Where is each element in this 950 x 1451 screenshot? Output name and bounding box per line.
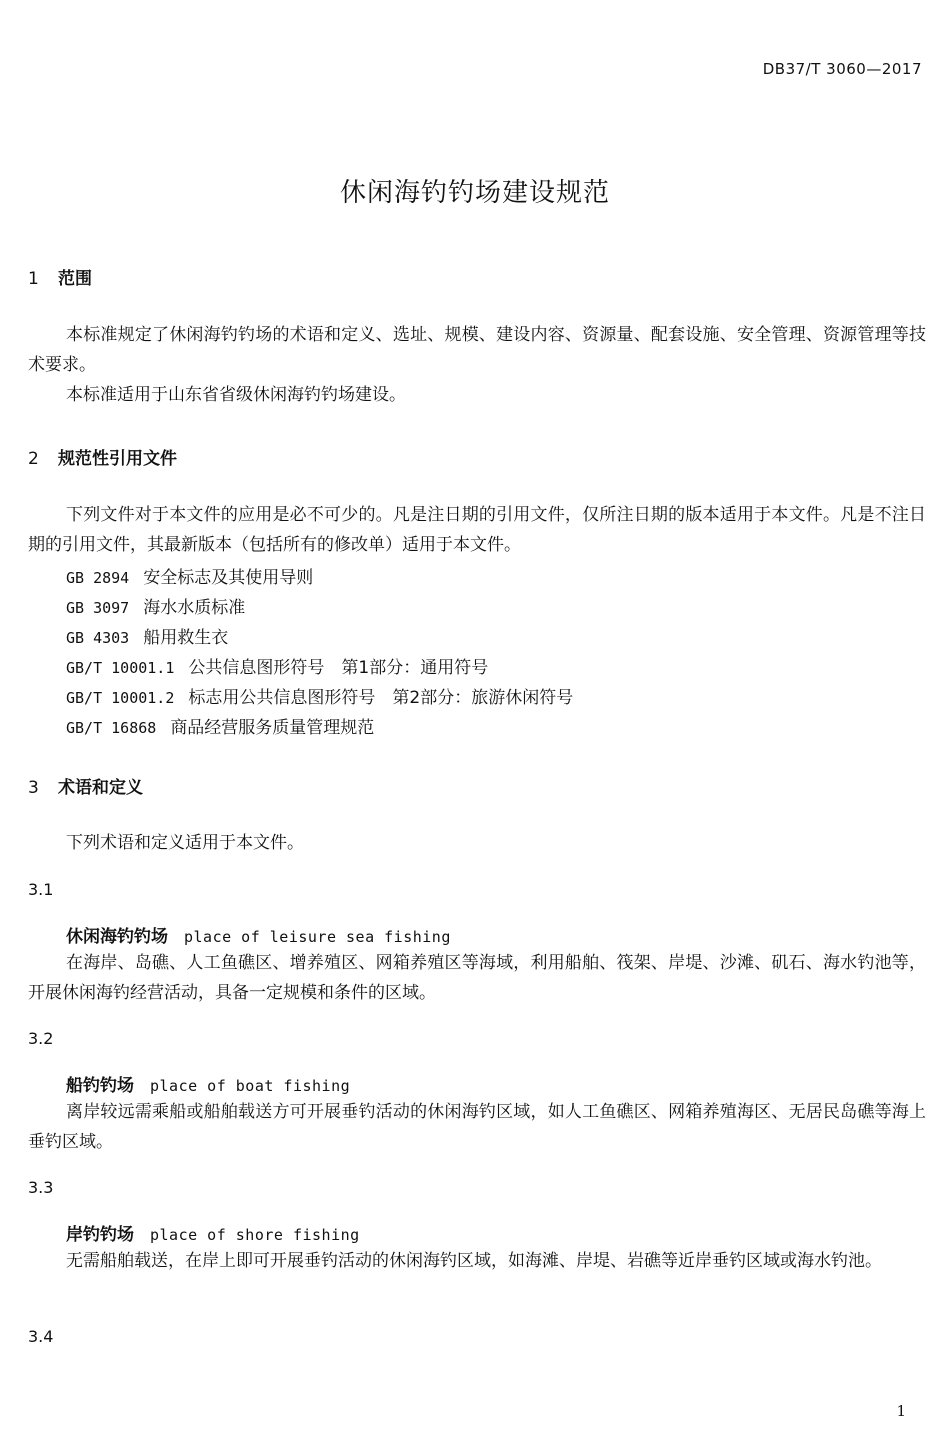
section-number: 3 [28,778,39,798]
section-title: 范围 [58,269,92,289]
reference-code: GB 3097 [66,599,130,617]
section-1-paragraph-2: 本标准适用于山东省省级休闲海钓钓场建设。 [66,385,406,405]
standard-number: DB37/T 3060—2017 [762,60,922,78]
reference-code: GB 4303 [66,629,130,647]
reference-item [66,653,488,678]
term-heading [66,1220,360,1245]
term-number: 3.3 [28,1178,54,1197]
section-2-heading [28,444,177,469]
reference-code: GB/T 10001.1 [66,659,175,677]
term-heading [66,1071,350,1096]
term-english: place of leisure sea fishing [184,928,451,946]
term-chinese: 休闲海钓钓场 [66,927,168,947]
term-definition: 离岸较远需乘船或船舶载送方可开展垂钓活动的休闲海钓区域，如人工鱼礁区、网箱养殖海区、无居民岛礁等海上垂钓区域。 [28,1102,926,1152]
reference-code: GB/T 16868 [66,719,157,737]
section-title: 术语和定义 [58,778,143,798]
term-heading [66,922,451,947]
reference-item [66,623,228,648]
term-number: 3.2 [28,1029,54,1048]
term-english: place of boat fishing [150,1077,351,1095]
section-2-intro: 下列文件对于本文件的应用是必不可少的。凡是注日期的引用文件，仅所注日期的版本适用于本文件。凡是不注日期的引用文件，其最新版本（包括所有的修改单）适用于本文件。 [28,505,926,555]
section-3-intro: 下列术语和定义适用于本文件。 [66,833,304,853]
term-chinese: 船钓钓场 [66,1076,134,1096]
section-1-paragraph-1: 本标准规定了休闲海钓钓场的术语和定义、选址、规模、建设内容、资源量、配套设施、安全管理、资源管理等技术要求。 [28,325,926,375]
section-title: 规范性引用文件 [58,449,177,469]
reference-title: 公共信息图形符号 第1部分：通用符号 [188,658,489,678]
page-number: 1 [896,1402,906,1420]
section-1-heading [28,264,92,289]
reference-code: GB 2894 [66,569,130,587]
reference-item [66,593,245,618]
section-3-heading [28,773,143,798]
document-title: 休闲海钓钓场建设规范 [339,178,610,208]
section-number: 2 [28,449,39,469]
reference-code: GB/T 10001.2 [66,689,175,707]
term-number: 3.4 [28,1327,54,1346]
reference-title: 商品经营服务质量管理规范 [170,718,375,738]
term-chinese: 岸钓钓场 [66,1225,134,1245]
term-definition: 无需船舶载送，在岸上即可开展垂钓活动的休闲海钓区域，如海滩、岸堤、岩礁等近岸垂钓区域或海水钓池。 [66,1251,882,1271]
reference-item [66,713,374,738]
reference-title: 海水水质标准 [143,598,246,618]
term-english: place of shore fishing [150,1226,360,1244]
reference-title: 安全标志及其使用导则 [143,568,314,588]
reference-title: 标志用公共信息图形符号 第2部分：旅游休闲符号 [188,688,574,708]
term-number: 3.1 [28,880,54,899]
reference-item [66,683,573,708]
reference-title: 船用救生衣 [143,628,229,648]
term-definition: 在海岸、岛礁、人工鱼礁区、增养殖区、网箱养殖区等海域，利用船舶、筏架、岸堤、沙滩、矶石、海水钓池等，开展休闲海钓经营活动，具备一定规模和条件的区域。 [28,953,926,1003]
reference-item [66,563,313,588]
section-number: 1 [28,269,39,289]
